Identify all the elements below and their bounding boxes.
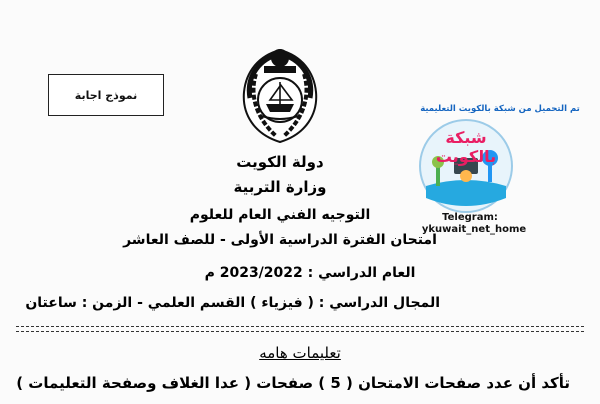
department-title: التوجيه الفني العام للعلوم	[189, 207, 371, 223]
network-logo-text: شبكة بالكويت	[435, 128, 497, 166]
instructions-note: تأكد أن عدد صفحات الامتحان ( 5 ) صفحات ( عدا الغلاف وصفحة التعليمات )	[16, 374, 570, 392]
ministry-title: وزارة التربية	[233, 178, 327, 196]
section-divider	[16, 326, 584, 332]
subject-field: المجال الدراسي : ( فيزياء ) القسم العلمي - الزمن : ساعتان	[25, 295, 440, 311]
kuwait-emblem-icon	[236, 38, 324, 150]
state-title: دولة الكويت	[236, 153, 324, 171]
telegram-handle[interactable]: ykuwait_net_home	[421, 224, 527, 235]
academic-year: العام الدراسي : 2023/2022 م	[204, 265, 416, 281]
exam-title: امتحان الفترة الدراسية الأولى - للصف العاشر	[123, 232, 437, 248]
answer-model-label: نموذج اجابة	[74, 88, 138, 102]
instructions-title: تعليمات هامه	[259, 344, 341, 362]
download-watermark-text: تم التحميل من شبكة بالكويت التعليمية	[420, 104, 580, 114]
answer-model-box	[48, 74, 164, 116]
telegram-label: Telegram:	[442, 212, 498, 223]
